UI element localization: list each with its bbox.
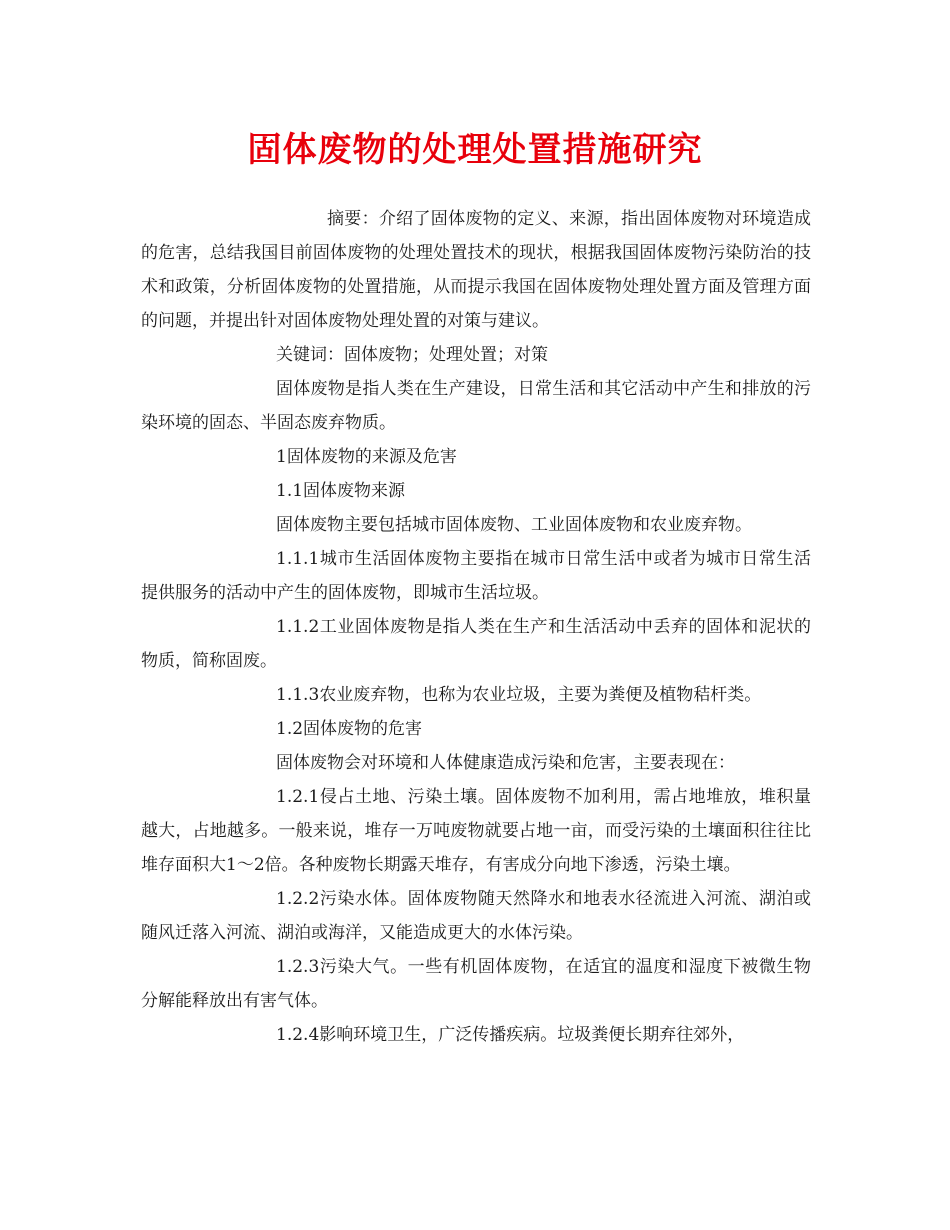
subsection-heading: 1.1固体废物来源: [276, 481, 406, 501]
document-title: 固体废物的处理处置措施研究: [247, 130, 703, 170]
body-paragraph: 1.1.3农业废弃物，也称为农业垃圾，主要为粪便及植物秸杆类。: [276, 685, 762, 705]
abstract-paragraph: 摘要：介绍了固体废物的定义、来源，指出固体废物对环境造成的危害，总结我国目前固体废物的处理处置技术的现状，根据我国固体废物污染防治的技术和政策，分析固体废物的处置措施，从而提示我国在固体废物处理处置方面及管理方面的问题，并提出针对固体废物处理处置的对策与建议。: [141, 209, 811, 331]
body-paragraph: 1.1.2工业固体废物是指人类在生产和生活活动中丢弃的固体和泥状的物质，简称固废。: [141, 617, 811, 671]
keywords-paragraph: 关键词：固体废物；处理处置；对策: [276, 345, 548, 365]
body-paragraph: 1.2.4影响环境卫生，广泛传播疾病。垃圾粪便长期弃往郊外，: [276, 1025, 745, 1045]
body-paragraph: 固体废物会对环境和人体健康造成污染和危害，主要表现在：: [276, 753, 735, 773]
body-paragraph: 1.1.1城市生活固体废物主要指在城市日常生活中或者为城市日常生活提供服务的活动中产生的固体废物，即城市生活垃圾。: [141, 549, 811, 603]
body-paragraph: 固体废物主要包括城市固体废物、工业固体废物和农业废弃物。: [276, 515, 752, 535]
body-paragraph: 1.2.3污染大气。一些有机固体废物，在适宜的温度和湿度下被微生物分解能释放出有害气体。: [141, 957, 811, 1011]
document-body: [141, 202, 811, 1052]
body-paragraph: 固体废物是指人类在生产建设，日常生活和其它活动中产生和排放的污染环境的固态、半固态废弃物质。: [141, 379, 811, 433]
section-heading: 1固体废物的来源及危害: [276, 447, 457, 467]
body-paragraph: 1.2.2污染水体。固体废物随天然降水和地表水径流进入河流、湖泊或随风迁落入河流、湖泊或海洋，又能造成更大的水体污染。: [141, 889, 811, 943]
body-paragraph: 1.2.1侵占土地、污染土壤。固体废物不加利用，需占地堆放，堆积量越大，占地越多。一般来说，堆存一万吨废物就要占地一亩，而受污染的土壤面积往往比堆存面积大1～2倍。各种废物长期露天堆存，有害成分向地下渗透，污染土壤。: [141, 787, 811, 875]
subsection-heading: 1.2固体废物的危害: [276, 719, 423, 739]
